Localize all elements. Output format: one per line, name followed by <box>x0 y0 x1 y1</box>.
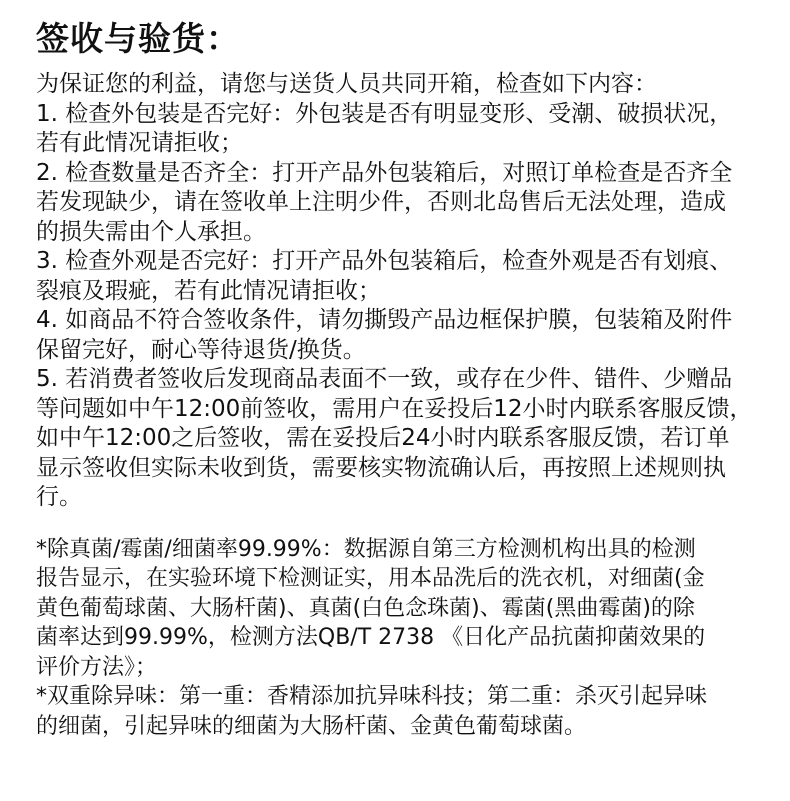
instruction-line: 3. 检查外观是否完好：打开产品外包装箱后，检查外观是否有划痕、 <box>36 248 733 274</box>
instruction-line: 保留完好，耐心等待退货/换货。 <box>36 336 366 363</box>
instruction-line: 1. 检查外包装是否完好：外包装是否有明显变形、受潮、破损状况， <box>36 100 733 127</box>
instruction-line: 若有此情况请拒收； <box>36 130 243 156</box>
footnote-line: *除真菌/霉菌/细菌率99.99%：数据源自第三方检测机构出具的检测 <box>36 536 696 562</box>
instruction-line: 行。 <box>36 484 82 510</box>
footnote-line: 评价方法》； <box>36 654 158 680</box>
instruction-line: 裂痕及瑕疵，若有此情况请拒收； <box>36 277 381 304</box>
footnote-line: 菌率达到99.99%，检测方法QB/T 2738 《日化产品抗菌抑菌效果的 <box>36 625 706 650</box>
instruction-line: 等问题如中午12:00前签收，需用户在妥投后12小时内联系客服反馈， <box>36 395 753 422</box>
footnote-line: 黄色葡萄球菌、大肠杆菌)、真菌(白色念珠菌)、霉菌(黑曲霉菌)的除 <box>36 595 695 621</box>
instruction-line: 4. 如商品不符合签收条件，请勿撕毁产品边框保护膜，包装箱及附件 <box>36 307 733 333</box>
instruction-line: 若发现缺少，请在签收单上注明少件，否则北岛售后无法处理，造成 <box>36 189 726 215</box>
page-title: 签收与验货： <box>36 19 240 58</box>
footnote-line: 报告显示，在实验环境下检测证实，用本品洗后的洗衣机，对细菌(金 <box>36 566 705 591</box>
instruction-line: 如中午12:00之后签收，需在妥投后24小时内联系客服反馈，若订单 <box>36 425 730 451</box>
footnote-line: 的细菌，引起异味的细菌为大肠杆菌、金黄色葡萄球菌。 <box>36 713 587 739</box>
instruction-line: 显示签收但实际未收到货，需要核实物流确认后，再按照上述规则执 <box>36 454 726 481</box>
instruction-line: 5. 若消费者签收后发现商品表面不一致，或存在少件、错件、少赠品 <box>36 366 733 392</box>
intro-line: 为保证您的利益，请您与送货人员共同开箱，检查如下内容： <box>36 71 657 97</box>
instruction-line: 的损失需由个人承担。 <box>36 218 266 245</box>
footnote-line: *双重除异味：第一重：香精添加抗异味科技；第二重：杀灭引起异味 <box>36 684 708 709</box>
inspection-instructions <box>36 70 766 513</box>
section-spacer <box>36 513 766 535</box>
instruction-line: 2. 检查数量是否齐全：打开产品外包装箱后，对照订单检查是否齐全 <box>36 159 733 186</box>
footnotes <box>36 535 766 742</box>
